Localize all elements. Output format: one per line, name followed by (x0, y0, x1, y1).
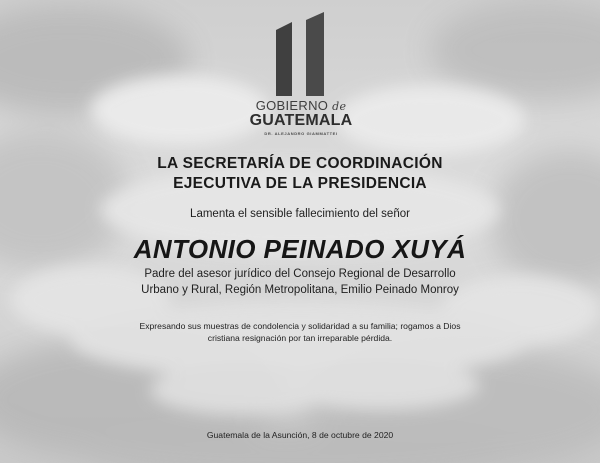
logo-text-gobierno: GOBIERNO de (255, 98, 347, 113)
heading-line-1: LA SECRETARÍA DE COORDINACIÓN (157, 155, 443, 172)
gobierno-guatemala-logo (246, 12, 356, 137)
logo-text-guatemala: GUATEMALA (249, 112, 353, 129)
deceased-name: ANTONIO PEINADO XUYÁ (133, 234, 467, 264)
logo-text-president: DR. ALEJANDRO GIAMMATTEI (264, 131, 338, 136)
condolence-line-1: Expresando sus muestras de condolencia y solidaridad a su familia; rogamos a Dios (139, 321, 461, 331)
place-date-footer: Guatemala de la Asunción, 8 de octubre de 2020 (206, 430, 394, 440)
description-line-2: Urbano y Rural, Región Metropolitana, Emilio Peinado Monroy (141, 284, 459, 296)
government-emblem-icon (268, 12, 334, 98)
lament-text: Lamenta el sensible fallecimiento del señor (190, 208, 410, 220)
condolence-line-2: cristiana resignación por tan irreparable pérdida. (207, 333, 393, 343)
description-line-1: Padre del asesor jurídico del Consejo Regional de Desarrollo (144, 268, 456, 280)
heading-line-2: EJECUTIVA DE LA PRESIDENCIA (173, 175, 427, 192)
